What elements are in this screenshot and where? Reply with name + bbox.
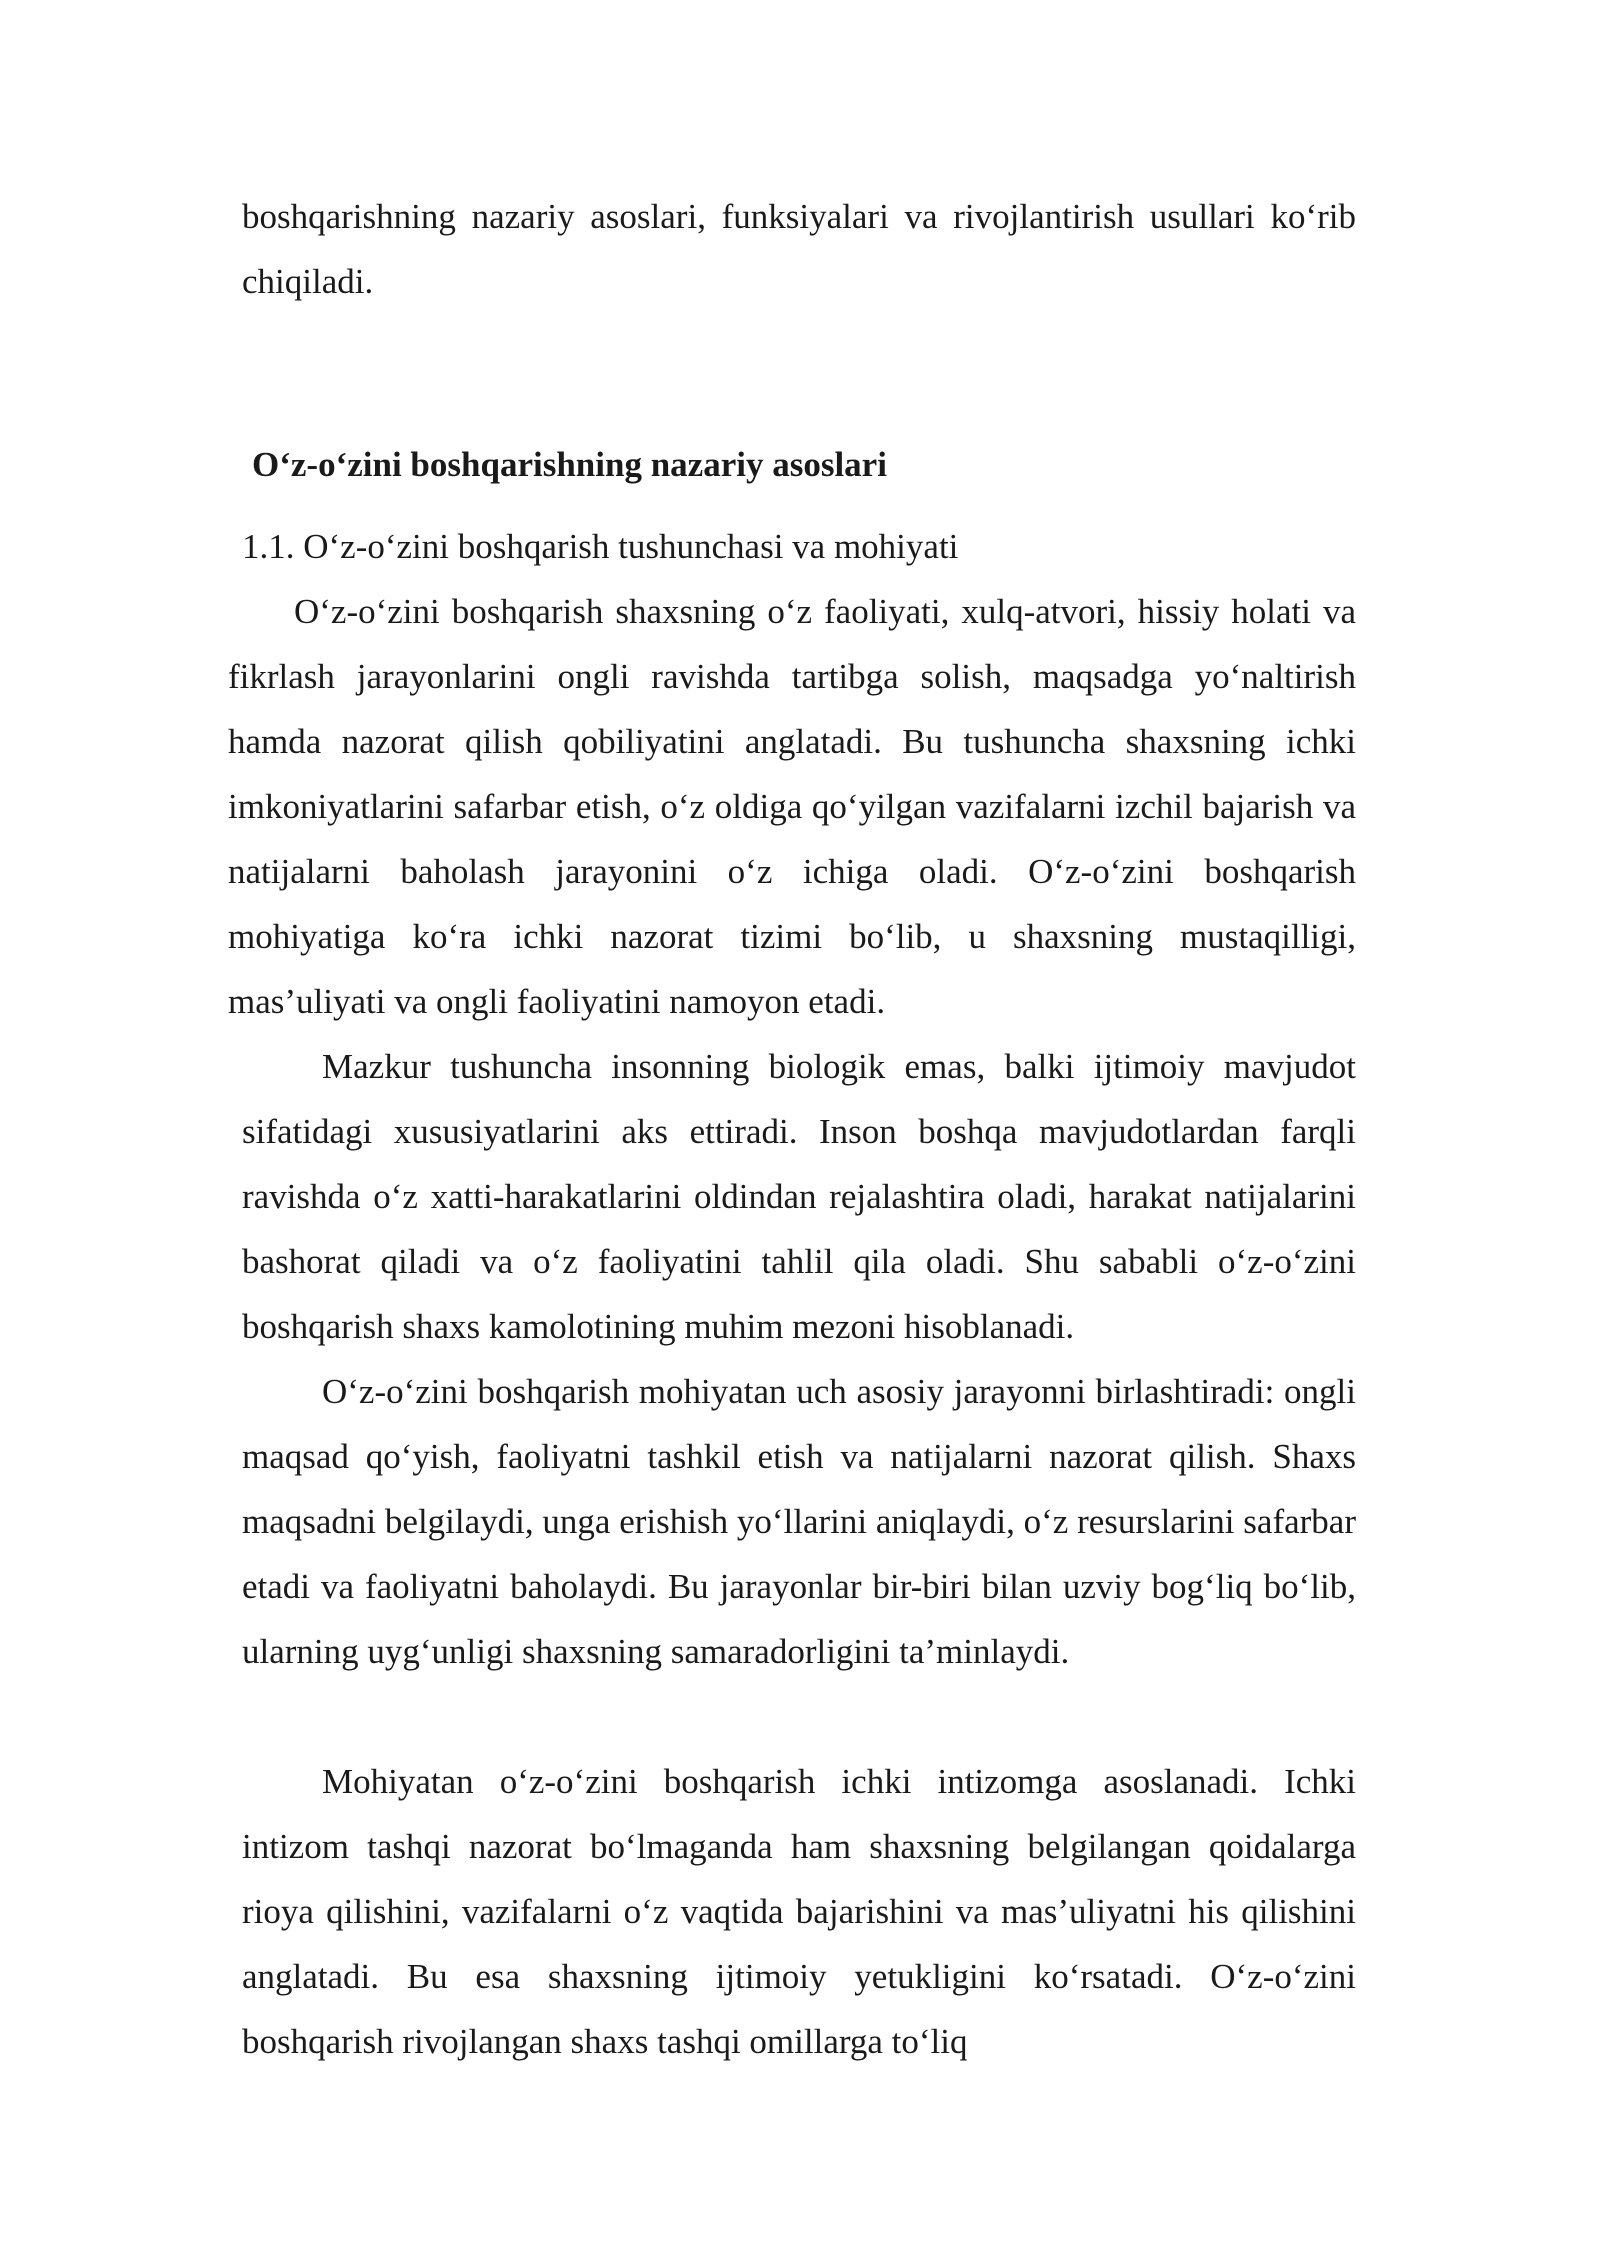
section-heading: O‘z-o‘zini boshqarishning nazariy asoslari [252,445,887,484]
body-paragraph: Mazkur tushuncha insonning biologik emas, balki ijtimoiy mavjudot sifatidagi xususiyatlarini aks ettiradi. Inson boshqa mavjudotlardan farqli ravishda o‘z xatti-harakatlarini oldindan rejalashtira oladi, harakat natijalarini bashorat qiladi va o‘z faoliyatini tahlil qila oladi. Shu sababli o‘z-o‘zini boshqarish shaxs kamolotining muhim mezoni hisoblanadi. [242,1047,1356,1346]
intro-fragment: boshqarishning nazariy asoslari, funksiyalari va rivojlantirish usullari ko‘rib chiqiladi. [242,197,1356,301]
subsection-heading: 1.1. O‘z-o‘zini boshqarish tushunchasi va mohiyati [242,527,959,566]
body-paragraph: Mohiyatan o‘z-o‘zini boshqarish ichki intizomga asoslanadi. Ichki intizom tashqi nazorat bo‘lmaganda ham shaxsning belgilangan qoidalarga rioya qilishini, vazifalarni o‘z vaqtida bajarishini va mas’uliyatni his qilishini anglatadi. Bu esa shaxsning ijtimoiy yetukligini ko‘rsatadi. O‘z-o‘zini boshqarish rivojlangan shaxs tashqi omillarga to‘liq [242,1762,1356,2061]
body-paragraph: O‘z-o‘zini boshqarish mohiyatan uch asosiy jarayonni birlashtiradi: ongli maqsad qo‘yish, faoliyatni tashkil etish va natijalarni nazorat qilish. Shaxs maqsadni belgilaydi, unga erishish yo‘llarini aniqlaydi, o‘z resurslarini safarbar etadi va faoliyatni baholaydi. Bu jarayonlar bir-biri bilan uzviy bog‘liq bo‘lib, ularning uyg‘unligi shaxsning samaradorligini ta’minlaydi. [242,1372,1356,1671]
body-paragraph: O‘z-o‘zini boshqarish shaxsning o‘z faoliyati, xulq-atvori, hissiy holati va fikrlash jarayonlarini ongli ravishda tartibga solish, maqsadga yo‘naltirish hamda nazorat qilish qobiliyatini anglatadi. Bu tushuncha shaxsning ichki imkoniyatlarini safarbar etish, o‘z oldiga qo‘yilgan vazifalarni izchil bajarish va natijalarni baholash jarayonini o‘z ichiga oladi. O‘z-o‘zini boshqarish mohiyatiga ko‘ra ichki nazorat tizimi bo‘lib, u shaxsning mustaqilligi, mas’uliyati va ongli faoliyatini namoyon etadi. [228,592,1356,1021]
